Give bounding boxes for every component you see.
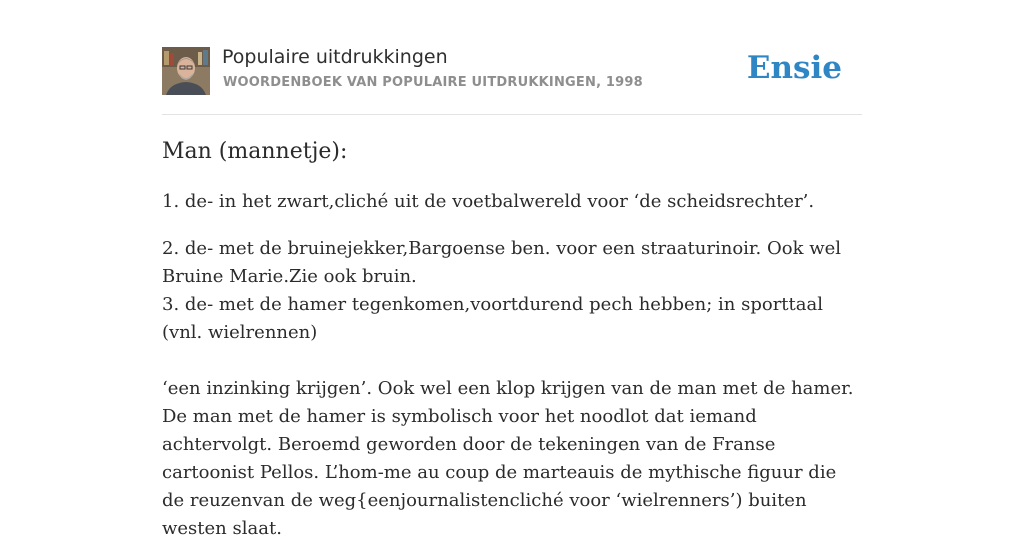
source-subtitle: WOORDENBOEK VAN POPULAIRE UITDRUKKINGEN, 1998 — [223, 75, 643, 90]
avatar-portrait-icon — [162, 47, 210, 95]
entry-paragraph-3: ‘een inzinking krijgen’. Ook wel een klop krijgen van de man met de hamer. De man met de hamer is symbolisch voor het noodlot dat iemand achtervolgt. Beroemd geworden door de tekeningen van de Franse cartoonist Pellos. L’hom-me au coup de marteauis de mythische figuur die de reuzenvan de weg{eenjournalistencliché voor ‘wielrenners’) buiten westen slaat. — [162, 378, 854, 539]
author-avatar — [162, 47, 210, 95]
entry-paragraph-2-line-1: 2. de- met de bruinejekker,Bargoense ben. voor een straaturinoir. Ook wel Bruine Marie.Zie ook bruin. — [162, 238, 842, 287]
source-header — [162, 46, 862, 115]
entry-paragraph-1: 1. de- in het zwart,cliché uit de voetbalwereld voor ‘de scheidsrechter’. — [162, 191, 815, 212]
entry-title: Man (mannetje): — [162, 139, 348, 164]
entry-blank-line — [162, 347, 862, 375]
entry-paragraph-2-line-2: 3. de- met de hamer tegenkomen,voortdurend pech hebben; in sporttaal (vnl. wielrennen) — [162, 294, 823, 343]
entry-content — [162, 136, 862, 543]
ensie-logo-link[interactable]: Ensie — [746, 50, 842, 86]
source-title[interactable]: Populaire uitdrukkingen — [222, 46, 448, 68]
